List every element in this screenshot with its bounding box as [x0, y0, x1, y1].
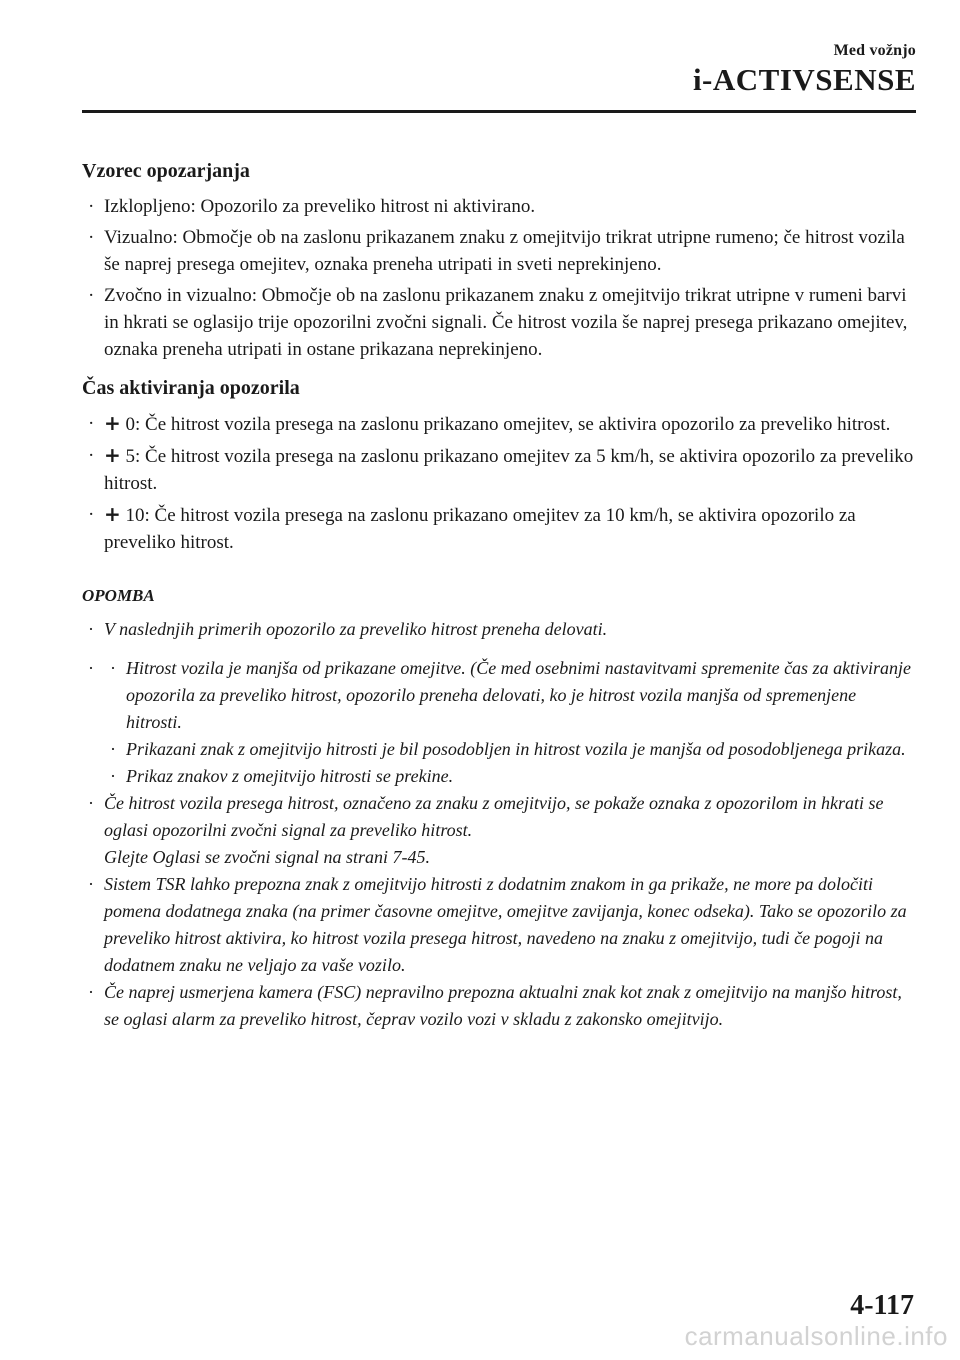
- activation-timing-list: [82, 410, 914, 556]
- page-header: [693, 42, 916, 98]
- list-item: · · Hitrost vozila je manjša od prikazane omejitve. (Če med osebnimi nastavitvami spremenite čas za aktiviranje opozorila za preveliko hitrost, opozorilo preneha delovati, ko je hitrost vozila manjša od spremenjene hitrosti.: [104, 655, 914, 736]
- timing-text: : Če hitrost vozila presega na zaslonu prikazano omejitev, se aktivira opozorilo za preveliko hitrost.: [135, 414, 891, 435]
- plus-icon: +: [104, 443, 121, 467]
- list-item: [82, 442, 914, 497]
- plus-icon: +: [104, 411, 121, 435]
- list-item: · Prikazani znak z omejitvijo hitrosti je bil posodobljen in hitrost vozila je manjša od posodobljenega prikaza.: [104, 736, 914, 763]
- list-item: [82, 501, 914, 556]
- note-sub-list-wrapper: [82, 655, 914, 790]
- list-item: · Izklopljeno: Opozorilo za preveliko hitrost ni aktivirano.: [82, 193, 914, 220]
- note-item-text: Če hitrost vozila presega hitrost, označeno za znaku z omejitvijo, se pokaže oznaka z opozorilom in hkrati se oglasi opozorilni zvočni signal za preveliko hitrost.: [104, 793, 884, 840]
- header-divider: [82, 110, 916, 113]
- list-item: [82, 616, 914, 643]
- plus-icon: +: [104, 502, 121, 526]
- timing-value: 10: [125, 505, 145, 526]
- timing-text: : Če hitrost vozila presega na zaslonu prikazano omejitev za 10 km/h, se aktivira opozorilo za preveliko hitrost.: [104, 505, 856, 553]
- section-label: Med vožnjo: [833, 42, 916, 59]
- timing-text: : Če hitrost vozila presega na zaslonu prikazano omejitev za 5 km/h, se aktivira opozorilo za preveliko hitrost.: [104, 446, 914, 494]
- list-item: · Zvočno in vizualno: Območje ob na zaslonu prikazanem znaku z omejitvijo trikrat utripne v rumeni barvi in hkrati se oglasijo trije opozorilni zvočni signali. Če hitrost vozila še naprej presega prikazano omejitev, oznaka preneha utripati in ostane prikazana neprekinjeno.: [82, 282, 914, 363]
- activation-timing-heading: Čas aktiviranja opozorila: [82, 377, 300, 399]
- warning-pattern-list: [82, 193, 914, 363]
- note-list: [82, 616, 914, 1033]
- list-item: [82, 790, 914, 871]
- note-intro: V naslednjih primerih opozorilo za preveliko hitrost preneha delovati.: [104, 619, 608, 639]
- cross-reference-link[interactable]: Glejte Oglasi se zvočni signal na strani 7-45.: [104, 847, 430, 867]
- list-item: [82, 410, 914, 438]
- timing-value: 5: [125, 446, 136, 467]
- page-number: 4-117: [850, 1290, 914, 1321]
- timing-value: 0: [125, 414, 136, 435]
- chapter-title: i-ACTIVSENSE: [692, 62, 916, 97]
- note-heading: OPOMBA: [82, 586, 155, 605]
- list-item: · Sistem TSR lahko prepozna znak z omejitvijo hitrosti z dodatnim znakom in ga prikaže, ne more pa določiti pomena dodatnega znaka (na primer časovne omejitve, omejitve zavijanja, konec odseka). Tako se opozorilo za preveliko hitrost aktivira, ko hitrost vozila presega hitrost, navedeno na znaku z omejitvijo, tudi če pogoji na dodatnem znaku ne veljajo za vaše vozilo.: [82, 871, 914, 979]
- page-content: [82, 160, 914, 1033]
- list-item: · Če naprej usmerjena kamera (FSC) nepravilno prepozna aktualni znak kot znak z omejitvijo na manjšo hitrost, se oglasi alarm za preveliko hitrost, čeprav vozilo vozi v skladu z zakonsko omejitvijo.: [82, 979, 914, 1033]
- list-item: · Prikaz znakov z omejitvijo hitrosti se prekine.: [104, 763, 914, 790]
- note-sub-list: [104, 655, 914, 790]
- list-item: · Vizualno: Območje ob na zaslonu prikazanem znaku z omejitvijo trikrat utripne rumeno; če hitrost vozila še naprej presega omejitev, oznaka preneha utripati in sveti neprekinjeno.: [82, 224, 914, 278]
- warning-pattern-heading: Vzorec opozarjanja: [82, 160, 250, 182]
- watermark: carmanualsonline.info: [684, 1321, 948, 1351]
